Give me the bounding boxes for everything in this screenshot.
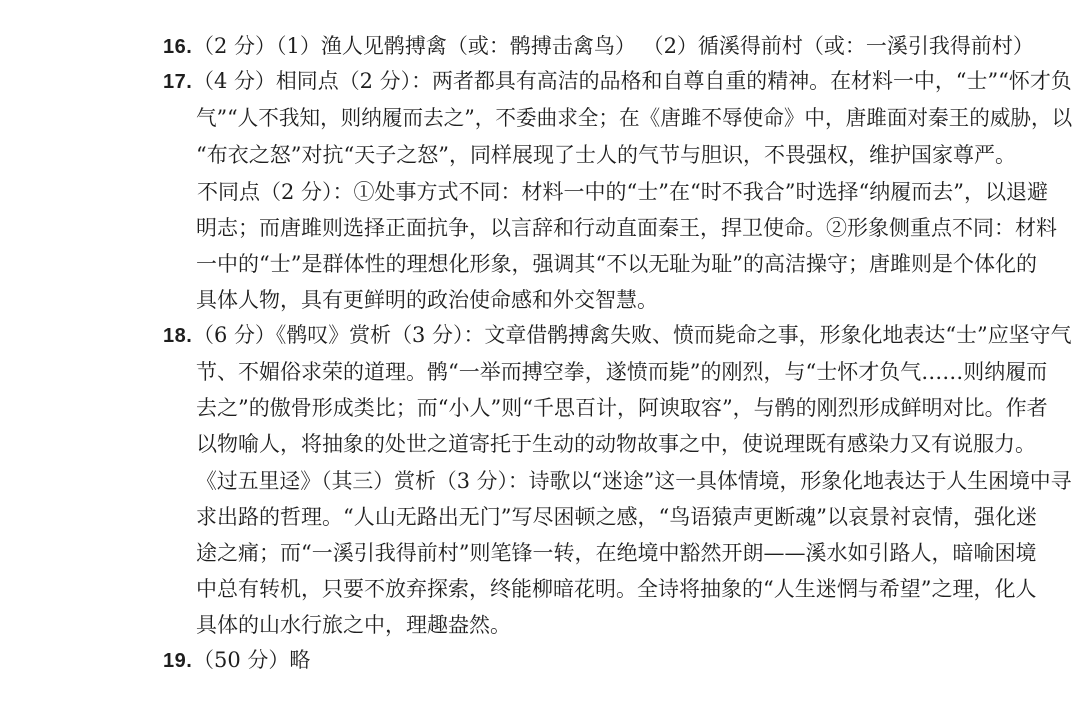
answer-18-line-1: （6 分）《鹘叹》赏析（3 分）：文章借鹘搏禽失败、愤而毙命之事，形象化地表达“士”应坚守气 (193, 323, 1072, 347)
answer-18-line-5: 《过五里迳》（其三）赏析（3 分）：诗歌以“迷途”这一具体情境，形象化地表达于人生困境中寻 (196, 469, 1072, 493)
answer-17-line-2: 气”“人不我知，则纳履而去之”，不委曲求全；在《唐雎不辱使命》中，唐雎面对秦王的威胁，以 (196, 106, 1073, 130)
question-number-18: 18. (163, 325, 193, 347)
question-number-17: 17. (163, 71, 193, 93)
answer-17-line-1: （4 分）相同点（2 分）：两者都具有高洁的品格和自尊自重的精神。在材料一中，“士”“怀才负 (193, 69, 1072, 93)
answer-17-line-7: 具体人物，具有更鲜明的政治使命感和外交智慧。 (196, 288, 658, 312)
answer-18-line-3: 去之”的傲骨形成类比；而“小人”则“千思百计，阿谀取容”，与鹘的刚烈形成鲜明对比。作者 (196, 396, 1048, 420)
answer-18-line-4: 以物喻人，将抽象的处世之道寄托于生动的动物故事之中，使说理既有感染力又有说服力。 (196, 432, 1036, 456)
answer-19-line-1: （50 分）略 (193, 648, 311, 672)
answer-16-line-1: （2 分）（1）渔人见鹘搏禽（或：鹘搏击禽鸟） （2）循溪得前村（或：一溪引我得前村） (193, 34, 1034, 58)
answer-18-line-7: 途之痛；而“一溪引我得前村”则笔锋一转，在绝境中豁然开朗——溪水如引路人，暗喻困境 (196, 541, 1037, 565)
answer-17-line-6: 一中的“士”是群体性的理想化形象，强调其“不以无耻为耻”的高洁操守；唐雎则是个体化的 (196, 252, 1037, 276)
answer-17-line-4: 不同点（2 分）：①处事方式不同：材料一中的“士”在“时不我合”时选择“纳履而去”，以退避 (197, 180, 1048, 204)
answer-18-line-9: 具体的山水行旅之中，理趣盎然。 (196, 613, 511, 637)
answer-18-line-8: 中总有转机，只要不放弃探索，终能柳暗花明。全诗将抽象的“人生迷惘与希望”之理，化人 (196, 577, 1037, 601)
answer-17-line-3: “布衣之怒”对抗“天子之怒”，同样展现了士人的气节与胆识，不畏强权，维护国家尊严。 (196, 143, 1016, 167)
question-number-19: 19. (163, 650, 193, 672)
answer-18-line-6: 求出路的哲理。“人山无路出无门”写尽困顿之感，“鸟语猿声更断魂”以哀景衬哀情，强化迷 (196, 505, 1037, 529)
question-number-16: 16. (163, 36, 193, 58)
answer-18-line-2: 节、不媚俗求荣的道理。鹘“一举而搏空拳，遂愤而毙”的刚烈，与“士怀才负气……则纳履而 (196, 360, 1048, 384)
answer-17-line-5: 明志；而唐雎则选择正面抗争，以言辞和行动直面秦王，捍卫使命。②形象侧重点不同：材料 (196, 216, 1057, 240)
